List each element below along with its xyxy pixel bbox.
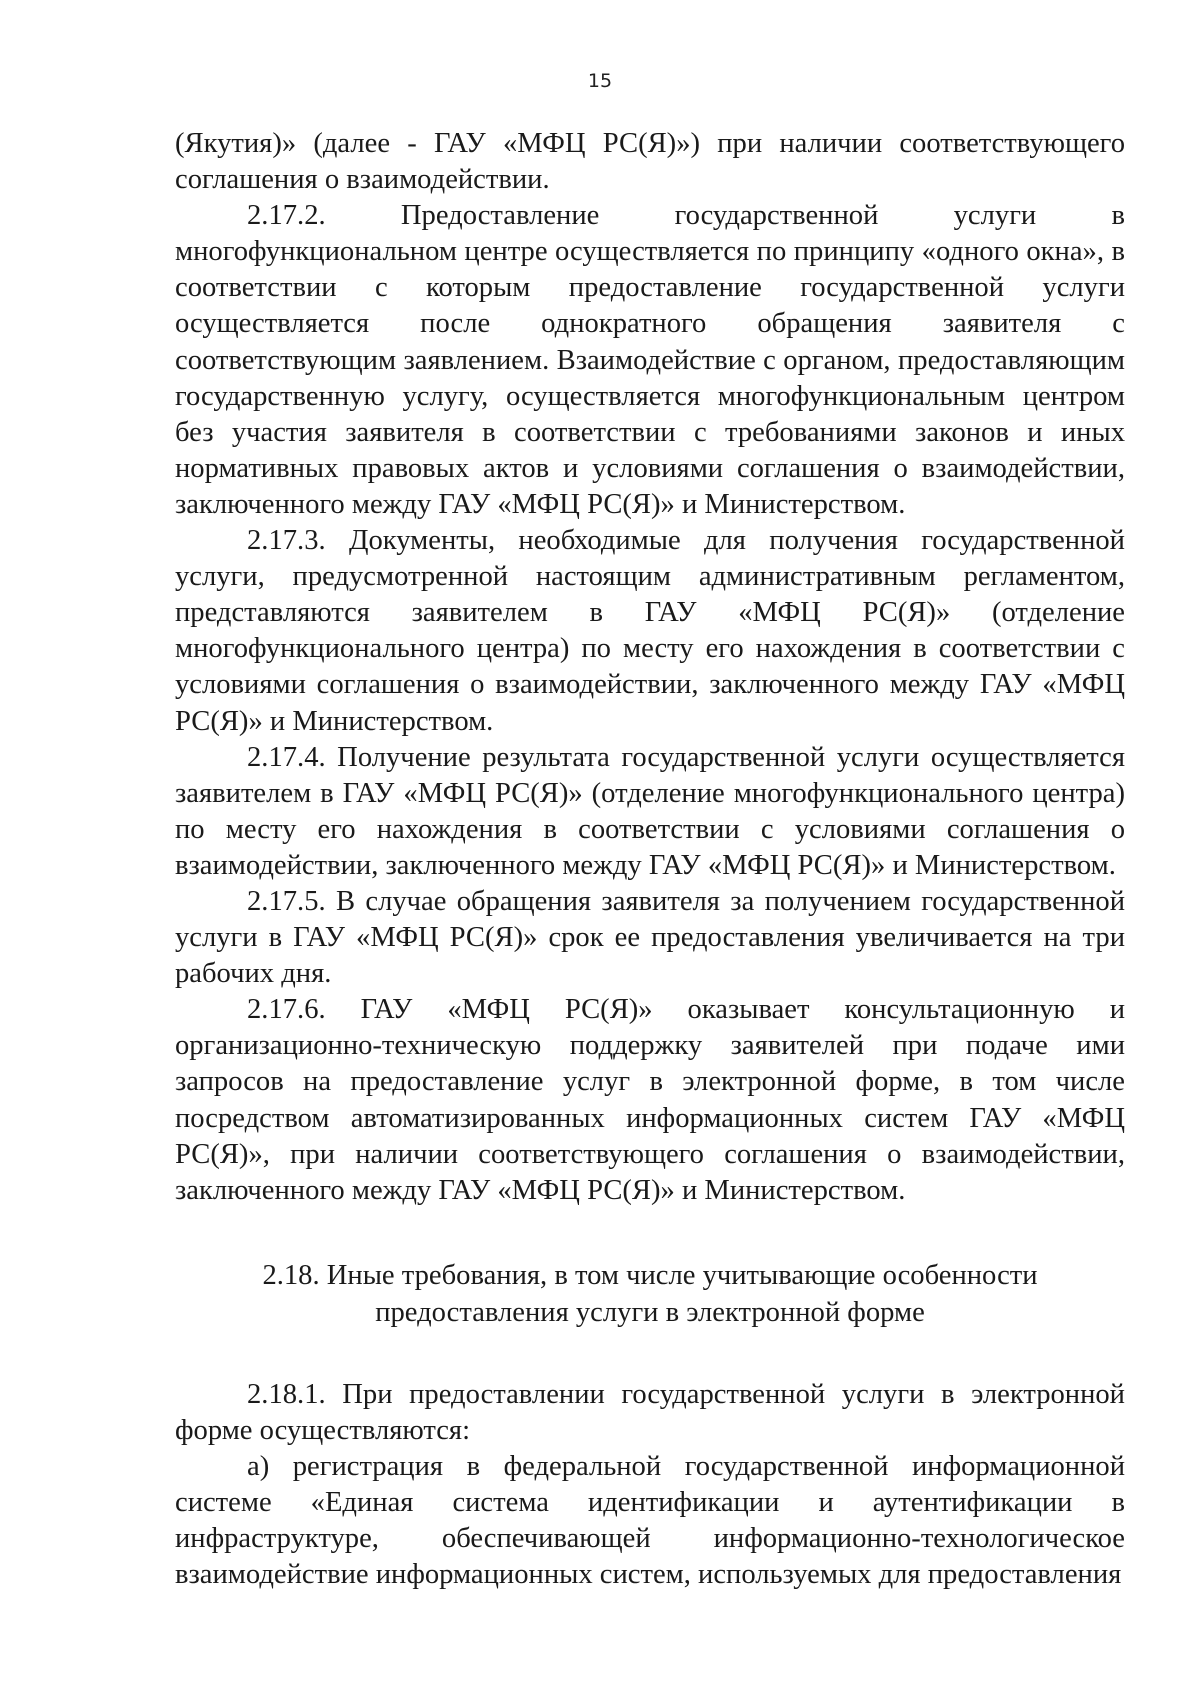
paragraph-2-17-2: 2.17.2. Предоставление государственной услуги в многофункциональном центре осуществляется по принципу «одного окна», в соответствии с которым предоставление государственной услуги осуществляется после однократного обращения заявителя с соответствующим заявлением. Взаимодействие с органом, предоставляющим государственную услугу, осуществляется многофункциональным центром без участия заявителя в соответствии с требованиями законов и иных нормативных правовых актов и условиями соглашения о взаимодействии, заключенного между ГАУ «МФЦ РС(Я)» и Министерством. [175, 200, 1125, 520]
section-heading-line-2: предоставления услуги в электронной форме [375, 1296, 925, 1328]
paragraph-2-18-1: 2.18.1. При предоставлении государственной услуги в электронной форме осуществляются: [175, 1378, 1125, 1446]
paragraph-2-17-5: 2.17.5. В случае обращения заявителя за получением государственной услуги в ГАУ «МФЦ РС(Я)» срок ее предоставления увеличивается на три рабочих дня. [175, 885, 1125, 990]
section-heading-2-18 [175, 1257, 1125, 1331]
paragraph-item-a: а) регистрация в федеральной государственной информационной системе «Единая система идентификации и аутентификации в инфраструктуре, обеспечивающей информационно-технологическое взаимодействие информационных систем, используемых для предоставления [175, 1451, 1125, 1591]
document-body [175, 126, 1125, 1593]
page-number: 15 [587, 70, 613, 92]
paragraph-2-17-3: 2.17.3. Документы, необходимые для получения государственной услуги, предусмотренной настоящим административным регламентом, представляются заявителем в ГАУ «МФЦ РС(Я)» (отделение многофункционального центра) по месту его нахождения в соответствии с условиями соглашения о взаимодействии, заключенного между ГАУ «МФЦ РС(Я)» и Министерством. [175, 525, 1125, 737]
paragraph-2-17-6: 2.17.6. ГАУ «МФЦ РС(Я)» оказывает консультационную и организационно-техническую поддержку заявителей при подаче ими запросов на предоставление услуг в электронной форме, в том числе посредством автоматизированных информационных систем ГАУ «МФЦ РС(Я)», при наличии соответствующего соглашения о взаимодействии, заключенного между ГАУ «МФЦ РС(Я)» и Министерством. [175, 994, 1125, 1206]
section-heading-line-1: 2.18. Иные требования, в том числе учитывающие особенности [262, 1259, 1038, 1291]
paragraph-continuation: (Якутия)» (далее - ГАУ «МФЦ РС(Я)») при наличии соответствующего соглашения о взаимодействии. [175, 128, 1125, 196]
paragraph-2-17-4: 2.17.4. Получение результата государственной услуги осуществляется заявителем в ГАУ «МФЦ РС(Я)» (отделение многофункционального центра) по месту его нахождения в соответствии с условиями соглашения о взаимодействии, заключенного между ГАУ «МФЦ РС(Я)» и Министерством. [175, 741, 1125, 881]
